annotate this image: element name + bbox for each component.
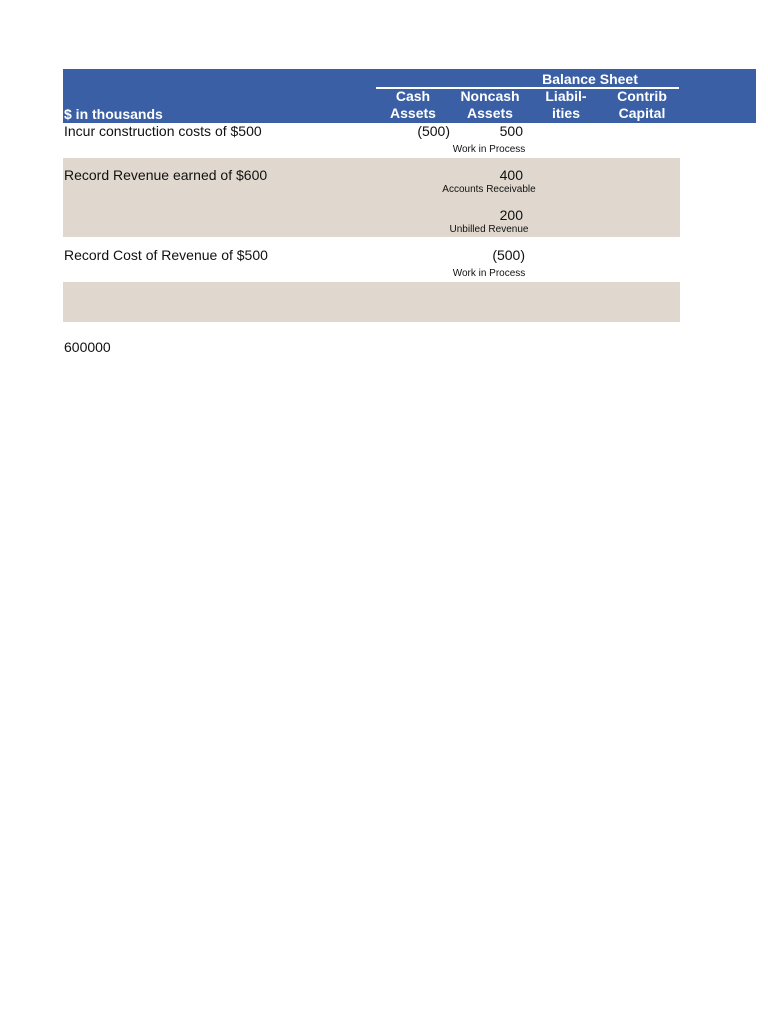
column-header-cash-assets [383, 88, 443, 122]
column-header-line: Assets [390, 105, 436, 121]
column-header-line: Cash [395, 88, 431, 104]
column-header-line: Capital [618, 105, 666, 121]
table-row-empty [63, 282, 680, 322]
column-header-line: Liabil- [545, 88, 587, 104]
noncash-assets-value: (500) [492, 247, 525, 263]
balance-sheet-title: Balance Sheet [542, 71, 638, 87]
units-label: $ in thousands [64, 106, 163, 122]
account-label: Accounts Receivable [442, 184, 536, 195]
noncash-assets-value: 200 [499, 207, 523, 223]
column-header-line: Noncash [460, 88, 520, 104]
column-header-line: Assets [467, 105, 513, 121]
table-header [63, 69, 756, 123]
account-label: Work in Process [452, 144, 526, 155]
balance-sheet-table [63, 69, 756, 322]
table-row-revenue-earned [63, 158, 680, 237]
row-description: Incur construction costs of $500 [64, 123, 262, 139]
column-header-contributed-capital [608, 88, 676, 122]
row-description: Record Revenue earned of $600 [64, 167, 268, 183]
account-label: Unbilled Revenue [449, 224, 529, 235]
footer-value: 600000 [64, 339, 111, 355]
column-header-liabilities [535, 88, 597, 122]
column-header-line: ities [551, 105, 580, 121]
column-header-line: Contrib [617, 88, 667, 104]
noncash-assets-value: 500 [499, 123, 523, 139]
row-description: Record Cost of Revenue of $500 [64, 247, 268, 263]
column-header-noncash-assets [454, 88, 526, 122]
account-label: Work in Process [452, 268, 526, 279]
table-row-construction-costs [63, 123, 680, 158]
cash-assets-value: (500) [417, 123, 450, 139]
table-row-cost-of-revenue [63, 237, 680, 282]
noncash-assets-value: 400 [499, 167, 523, 183]
